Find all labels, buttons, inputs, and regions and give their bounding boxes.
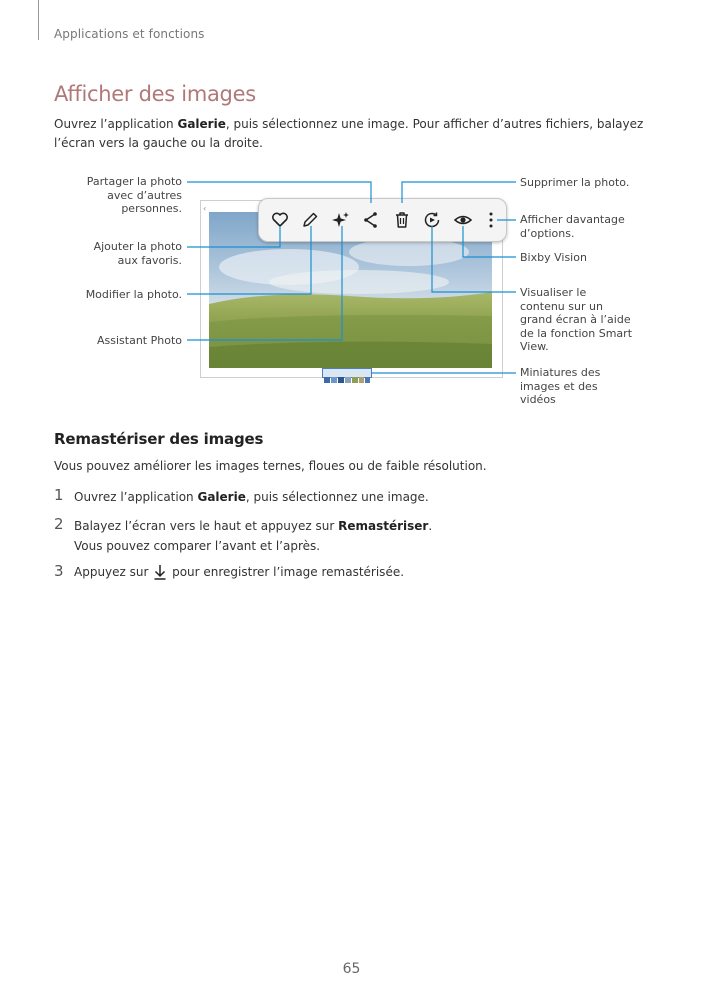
label-edit: Modifier la photo. <box>85 288 182 301</box>
share-icon[interactable] <box>360 209 382 231</box>
label-delete: Supprimer la photo. <box>520 176 630 189</box>
label-smart-view: Visualiser le contenu sur un grand écran à l’aide de la fonction Smart View. <box>520 286 633 353</box>
intro-text-1: Ouvrez l’application <box>54 117 178 131</box>
step-2-note: Vous pouvez comparer l’avant et l’après. <box>74 539 321 553</box>
intro-paragraph <box>54 115 659 153</box>
intro-text-2: , puis sélectionnez une image. Pour afficher d’autres fichiers, balayez l’écran vers la gauche ou la droite. <box>54 117 644 150</box>
header-rule <box>38 0 39 40</box>
step-3-text: Appuyez sur pour enregistrer l’image remastérisée. <box>74 565 405 579</box>
pencil-icon[interactable] <box>299 209 321 231</box>
label-share: Partager la photo avec d’autres personnes. <box>86 175 182 215</box>
thumbnail-strip[interactable] <box>322 368 372 378</box>
page-title: Afficher des images <box>54 82 256 106</box>
label-favorite: Ajouter la photo aux favoris. <box>93 240 182 267</box>
app-name-galerie: Galerie <box>197 490 246 504</box>
label-assistant: Assistant Photo <box>97 334 182 347</box>
step-2-text: Balayez l’écran vers le haut et appuyez sur Remastériser. <box>74 519 433 533</box>
more-vertical-icon[interactable] <box>480 209 502 231</box>
label-thumbnails: Miniatures des images et des vidéos <box>520 366 601 406</box>
section-subtitle: Vous pouvez améliorer les images ternes, floues ou de faible résolution. <box>54 459 487 473</box>
cast-icon[interactable] <box>421 209 443 231</box>
step-number-3: 3 <box>54 562 64 580</box>
section-header: Applications et fonctions <box>54 27 205 41</box>
step-1-text: Ouvrez l’application Galerie, puis sélectionnez une image. <box>74 490 429 504</box>
step-number-2: 2 <box>54 515 64 533</box>
trash-icon[interactable] <box>391 209 413 231</box>
step-number-1: 1 <box>54 486 64 504</box>
label-bixby-vision: Bixby Vision <box>520 251 587 264</box>
heart-icon[interactable] <box>269 209 291 231</box>
sparkle-icon[interactable] <box>330 209 352 231</box>
intro-app-name: Galerie <box>177 117 226 131</box>
label-more-options: Afficher davantage d’options. <box>520 213 625 240</box>
page-number: 65 <box>342 961 361 977</box>
section-title-remaster: Remastériser des images <box>54 430 264 448</box>
back-chevron-icon: ‹ <box>203 204 207 213</box>
remaster-button-label: Remastériser <box>338 519 429 533</box>
eye-icon[interactable] <box>452 209 474 231</box>
download-icon <box>153 564 167 580</box>
